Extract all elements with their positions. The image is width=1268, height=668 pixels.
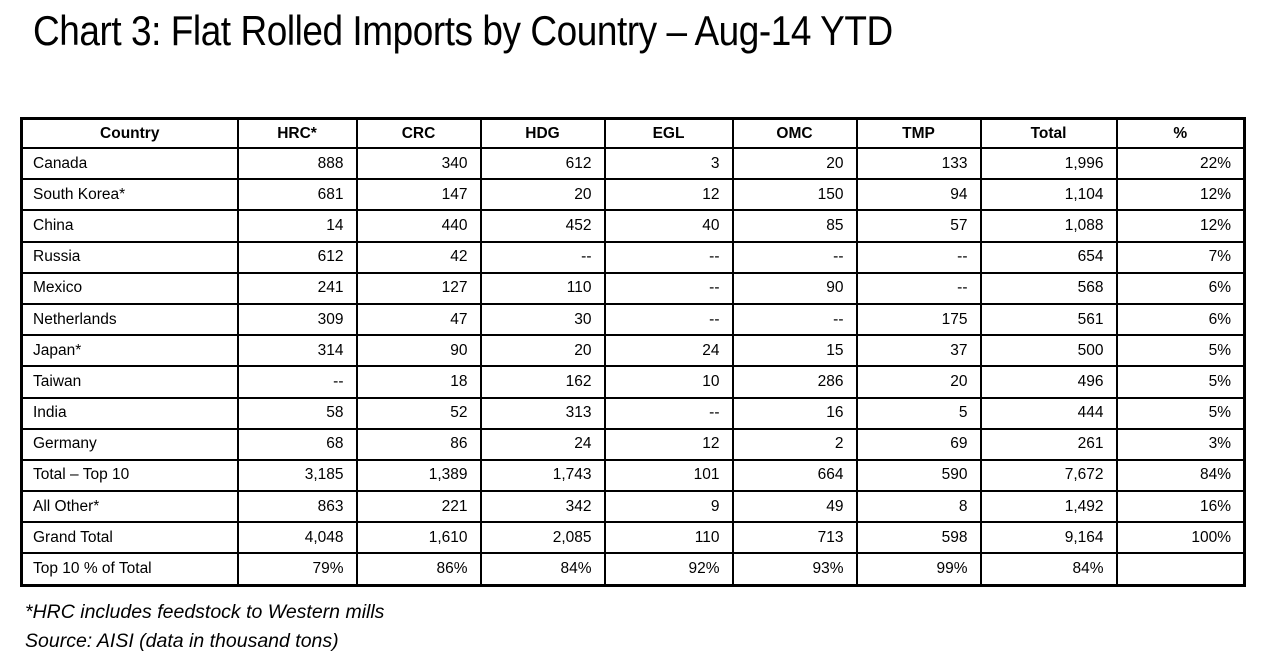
value-cell: 69: [857, 429, 981, 460]
value-cell: 6%: [1117, 273, 1245, 304]
row-label-cell: Total – Top 10: [22, 460, 238, 491]
value-cell: 1,088: [981, 210, 1117, 241]
row-label-cell: Canada: [22, 148, 238, 179]
value-cell: 42: [357, 242, 481, 273]
value-cell: 286: [733, 366, 857, 397]
value-cell: 18: [357, 366, 481, 397]
value-cell: 5%: [1117, 366, 1245, 397]
value-cell: 444: [981, 398, 1117, 429]
value-cell: --: [605, 398, 733, 429]
value-cell: 863: [238, 491, 357, 522]
value-cell: 110: [605, 522, 733, 553]
value-cell: 342: [481, 491, 605, 522]
value-cell: 99%: [857, 553, 981, 585]
value-cell: 7,672: [981, 460, 1117, 491]
row-label-cell: India: [22, 398, 238, 429]
table-row: [22, 148, 1245, 179]
value-cell: 309: [238, 304, 357, 335]
column-header-hdg: HDG: [481, 119, 605, 149]
value-cell: 147: [357, 179, 481, 210]
value-cell: 84%: [981, 553, 1117, 585]
value-cell: --: [733, 242, 857, 273]
value-cell: 86%: [357, 553, 481, 585]
value-cell: 20: [481, 179, 605, 210]
value-cell: 68: [238, 429, 357, 460]
value-cell: 57: [857, 210, 981, 241]
value-cell: 1,104: [981, 179, 1117, 210]
value-cell: 8: [857, 491, 981, 522]
value-cell: --: [857, 242, 981, 273]
table-row: [22, 460, 1245, 491]
row-label-cell: Netherlands: [22, 304, 238, 335]
value-cell: 90: [357, 335, 481, 366]
value-cell: --: [733, 304, 857, 335]
value-cell: 162: [481, 366, 605, 397]
value-cell: 1,996: [981, 148, 1117, 179]
table-row: [22, 491, 1245, 522]
column-header-country: Country: [22, 119, 238, 149]
value-cell: 84%: [481, 553, 605, 585]
value-cell: 93%: [733, 553, 857, 585]
value-cell: 681: [238, 179, 357, 210]
value-cell: 40: [605, 210, 733, 241]
table-row: [22, 242, 1245, 273]
value-cell: 79%: [238, 553, 357, 585]
value-cell: 5%: [1117, 398, 1245, 429]
value-cell: 86: [357, 429, 481, 460]
value-cell: 4,048: [238, 522, 357, 553]
value-cell: 94: [857, 179, 981, 210]
row-label-cell: Germany: [22, 429, 238, 460]
value-cell: 58: [238, 398, 357, 429]
value-cell: 340: [357, 148, 481, 179]
value-cell: 2,085: [481, 522, 605, 553]
value-cell: 16%: [1117, 491, 1245, 522]
value-cell: 10: [605, 366, 733, 397]
value-cell: 49: [733, 491, 857, 522]
column-header-egl: EGL: [605, 119, 733, 149]
value-cell: 590: [857, 460, 981, 491]
column-header-tmp: TMP: [857, 119, 981, 149]
row-label-cell: Top 10 % of Total: [22, 553, 238, 585]
value-cell: 5%: [1117, 335, 1245, 366]
value-cell: 313: [481, 398, 605, 429]
table-row: [22, 553, 1245, 585]
footnote-hrc: *HRC includes feedstock to Western mills: [25, 601, 385, 623]
value-cell: --: [605, 273, 733, 304]
value-cell: 713: [733, 522, 857, 553]
value-cell: 6%: [1117, 304, 1245, 335]
value-cell: 52: [357, 398, 481, 429]
value-cell: 30: [481, 304, 605, 335]
row-label-cell: Grand Total: [22, 522, 238, 553]
value-cell: --: [238, 366, 357, 397]
table-row: [22, 522, 1245, 553]
value-cell: 20: [857, 366, 981, 397]
table-row: [22, 366, 1245, 397]
value-cell: 12%: [1117, 179, 1245, 210]
value-cell: 16: [733, 398, 857, 429]
value-cell: --: [857, 273, 981, 304]
value-cell: 664: [733, 460, 857, 491]
value-cell: 84%: [1117, 460, 1245, 491]
table-row: [22, 273, 1245, 304]
table-row: [22, 429, 1245, 460]
value-cell: 37: [857, 335, 981, 366]
value-cell: 500: [981, 335, 1117, 366]
page-title: Chart 3: Flat Rolled Imports by Country – Aug-14 YTD: [33, 7, 893, 54]
value-cell: 1,743: [481, 460, 605, 491]
table-row: [22, 398, 1245, 429]
value-cell: 440: [357, 210, 481, 241]
value-cell: --: [605, 304, 733, 335]
column-header-total: Total: [981, 119, 1117, 149]
column-header-hrc: HRC*: [238, 119, 357, 149]
value-cell: 612: [481, 148, 605, 179]
value-cell: 2: [733, 429, 857, 460]
value-cell: 888: [238, 148, 357, 179]
footnote-source: Source: AISI (data in thousand tons): [25, 630, 339, 652]
value-cell: 314: [238, 335, 357, 366]
value-cell: 110: [481, 273, 605, 304]
value-cell: 612: [238, 242, 357, 273]
row-label-cell: Japan*: [22, 335, 238, 366]
value-cell: 100%: [1117, 522, 1245, 553]
value-cell: 3: [605, 148, 733, 179]
value-cell: 241: [238, 273, 357, 304]
value-cell: 221: [357, 491, 481, 522]
value-cell: 3%: [1117, 429, 1245, 460]
value-cell: 175: [857, 304, 981, 335]
value-cell: 22%: [1117, 148, 1245, 179]
value-cell: --: [481, 242, 605, 273]
value-cell: 9: [605, 491, 733, 522]
value-cell: 85: [733, 210, 857, 241]
value-cell: 1,610: [357, 522, 481, 553]
row-label-cell: Russia: [22, 242, 238, 273]
value-cell: 1,389: [357, 460, 481, 491]
value-cell: 12: [605, 179, 733, 210]
row-label-cell: Mexico: [22, 273, 238, 304]
value-cell: 14: [238, 210, 357, 241]
imports-table: [20, 117, 1246, 587]
table-row: [22, 304, 1245, 335]
value-cell: 9,164: [981, 522, 1117, 553]
value-cell: 261: [981, 429, 1117, 460]
value-cell: 12: [605, 429, 733, 460]
value-cell: 24: [605, 335, 733, 366]
row-label-cell: All Other*: [22, 491, 238, 522]
table-header-row: [22, 119, 1245, 149]
value-cell: 654: [981, 242, 1117, 273]
column-header-crc: CRC: [357, 119, 481, 149]
value-cell: 90: [733, 273, 857, 304]
value-cell: 20: [481, 335, 605, 366]
table-row: [22, 335, 1245, 366]
value-cell: 598: [857, 522, 981, 553]
value-cell: 133: [857, 148, 981, 179]
value-cell: 12%: [1117, 210, 1245, 241]
value-cell: 7%: [1117, 242, 1245, 273]
table-row: [22, 179, 1245, 210]
value-cell: 568: [981, 273, 1117, 304]
value-cell: 127: [357, 273, 481, 304]
column-header-omc: OMC: [733, 119, 857, 149]
value-cell: 496: [981, 366, 1117, 397]
column-header-: %: [1117, 119, 1245, 149]
value-cell: 101: [605, 460, 733, 491]
value-cell: 92%: [605, 553, 733, 585]
footnotes: [25, 598, 384, 656]
value-cell: 20: [733, 148, 857, 179]
value-cell: 561: [981, 304, 1117, 335]
table-row: [22, 210, 1245, 241]
value-cell: 3,185: [238, 460, 357, 491]
row-label-cell: Taiwan: [22, 366, 238, 397]
value-cell: 452: [481, 210, 605, 241]
value-cell: 5: [857, 398, 981, 429]
value-cell: 24: [481, 429, 605, 460]
row-label-cell: South Korea*: [22, 179, 238, 210]
value-cell: 150: [733, 179, 857, 210]
row-label-cell: China: [22, 210, 238, 241]
value-cell: [1117, 553, 1245, 585]
value-cell: 1,492: [981, 491, 1117, 522]
value-cell: 47: [357, 304, 481, 335]
value-cell: 15: [733, 335, 857, 366]
value-cell: --: [605, 242, 733, 273]
